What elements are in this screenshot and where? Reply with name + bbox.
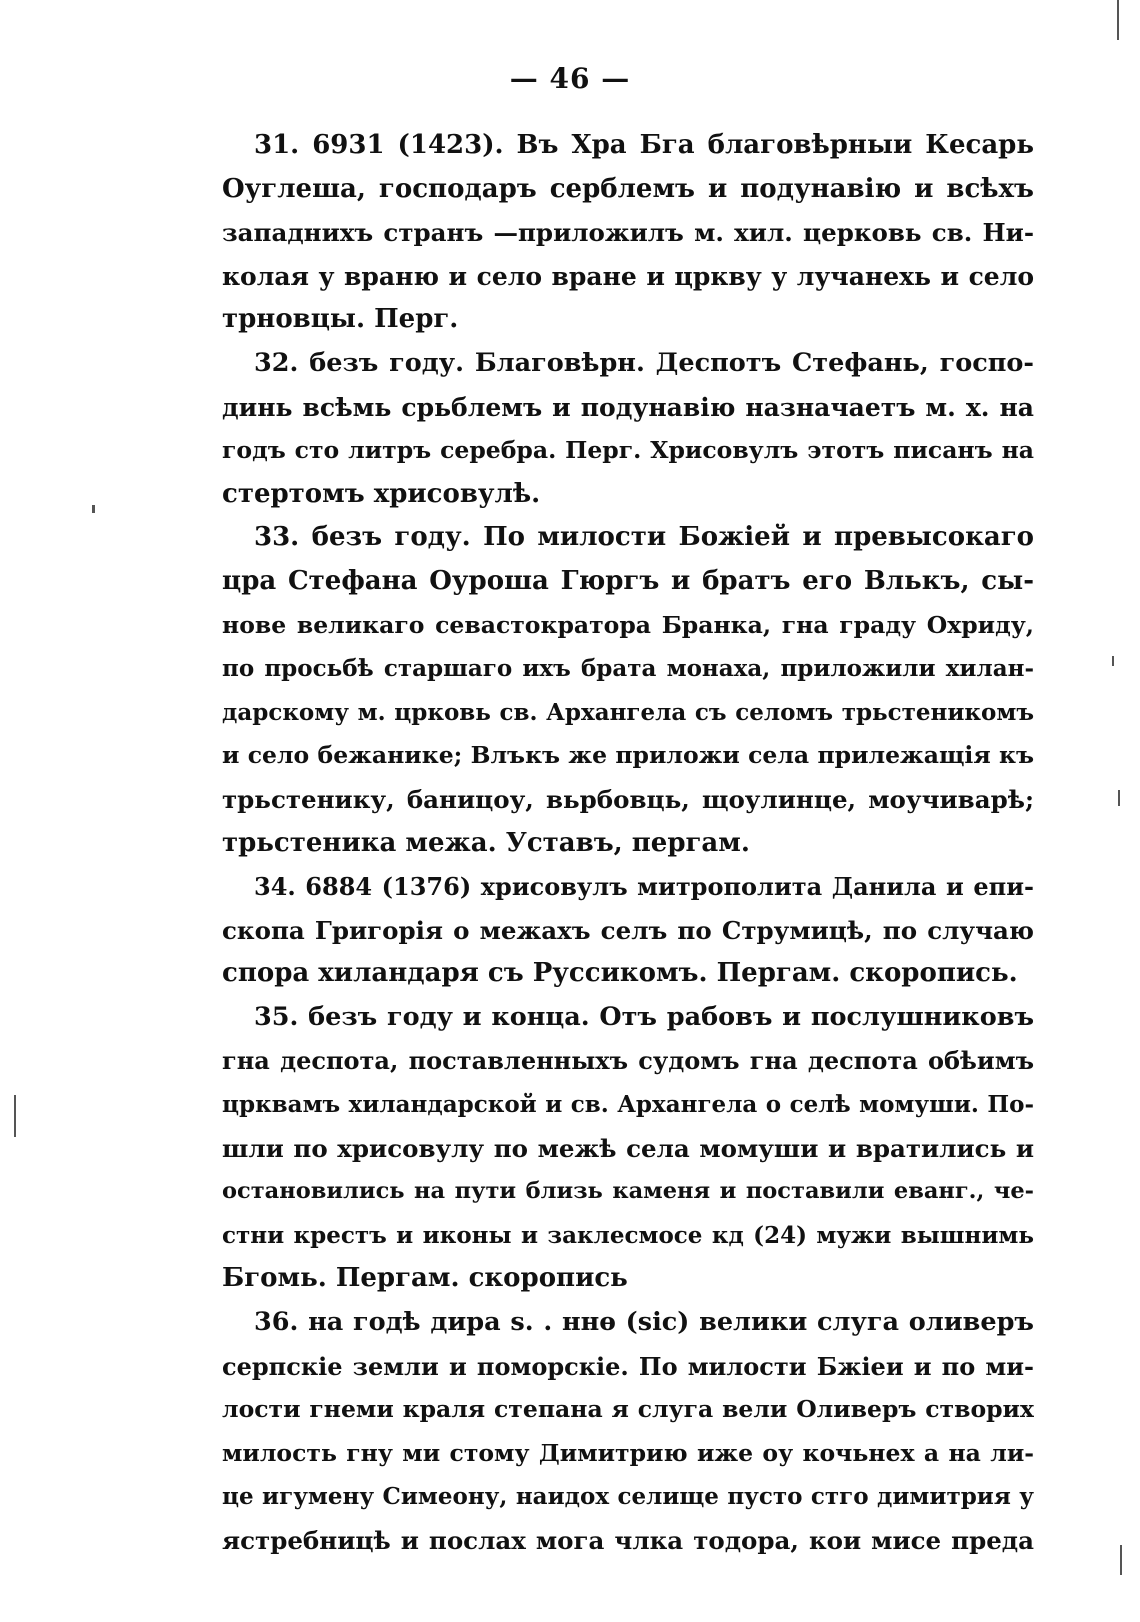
text-line: Оуглеша, господаръ серблемъ и подунавію и всѣхъ bbox=[222, 173, 1034, 204]
scan-mark bbox=[1118, 790, 1120, 806]
page-number: — 46 — bbox=[509, 62, 631, 95]
scan-mark bbox=[92, 505, 95, 513]
text-line: колая у враню и село вране и цркву у лучанехь и село bbox=[222, 261, 1034, 291]
scan-mark bbox=[1112, 656, 1114, 666]
text-line: спора хиландаря съ Руссикомъ. Пергам. скоропись. bbox=[222, 958, 1018, 989]
scan-mark bbox=[14, 1095, 16, 1137]
entry-33 bbox=[222, 516, 1034, 865]
text-line: гна деспота, поставленныхъ судомъ гна деспота обѣимъ bbox=[222, 1046, 1034, 1076]
text-line: милость гну ми стому Димитрию иже оу кочьнех а на ли- bbox=[222, 1438, 1034, 1467]
text-line: серпскіе земли и поморскіе. По милости Бжіеи и по ми- bbox=[222, 1351, 1034, 1381]
scan-mark bbox=[1117, 0, 1119, 40]
text-line: Бгомь. Пергам. скоропись bbox=[222, 1263, 628, 1294]
scan-mark bbox=[1120, 1545, 1122, 1575]
entry-32 bbox=[222, 342, 1034, 516]
text-line: 35. безъ году и конца. Отъ рабовъ и послушниковъ bbox=[254, 1001, 1034, 1032]
text-line: скопа Григорія о межахъ селъ по Струмицѣ, по случаю bbox=[222, 915, 1034, 945]
text-line: нове великаго севастократора Бранка, гна граду Охриду, bbox=[222, 610, 1034, 639]
text-line: по просьбѣ старшаго ихъ брата монаха, приложили хилан- bbox=[222, 655, 1034, 683]
document-body bbox=[222, 124, 1034, 1563]
text-line: лости гнеми краля степана я слуга вели Оливеръ створих bbox=[222, 1395, 1034, 1424]
text-line: остановились на пути близь каменя и поставили еванг., че- bbox=[222, 1178, 1034, 1205]
entry-31 bbox=[222, 124, 1034, 342]
text-line: 33. безъ году. По милости Божіей и превысокаго bbox=[254, 522, 1034, 553]
text-line: трновцы. Перг. bbox=[222, 304, 459, 335]
entry-35 bbox=[222, 996, 1034, 1301]
entry-34 bbox=[222, 865, 1034, 996]
text-line: стни крестъ и иконы и заклесмосе кд (24) мужи вышнимь bbox=[222, 1221, 1034, 1249]
text-line: це игумену Симеону, наидох селище пусто стго димитрия у bbox=[222, 1483, 1034, 1511]
text-line: ястребницѣ и послах мога члка тодора, кои мисе преда bbox=[222, 1526, 1034, 1555]
text-line: стертомъ хрисовулѣ. bbox=[222, 478, 541, 509]
text-line: годъ сто литръ серебра. Перг. Хрисовулъ этотъ писанъ на bbox=[222, 436, 1034, 465]
text-line: цра Стефана Оуроша Гюргъ и братъ его Влькъ, сы- bbox=[222, 565, 1034, 596]
text-line: трьстеника межа. Уставъ, пергам. bbox=[222, 827, 750, 858]
text-line: динь всѣмь срьблемъ и подунавію назначаетъ м. х. на bbox=[222, 392, 1034, 422]
text-line: трьстенику, баницоу, вьрбовць, щоулинце, моучиварѣ; bbox=[222, 784, 1034, 814]
text-line: шли по хрисовулу по межѣ села момуши и вратились и bbox=[222, 1133, 1034, 1163]
text-line: 36. на годѣ дира ѕ. . ннѳ (sic) велики слуга оливеръ bbox=[254, 1307, 1034, 1338]
text-line: и село бежанике; Влъкъ же приложи села прилежащія къ bbox=[222, 741, 1034, 770]
text-line: црквамъ хиландарской и св. Архангела о селѣ момуши. По- bbox=[222, 1091, 1034, 1119]
text-line: западнихъ странъ —приложилъ м. хил. церковь св. Ни- bbox=[222, 218, 1034, 248]
entry-36 bbox=[222, 1301, 1034, 1563]
text-line: 31. 6931 (1423). Въ Хра Бга благовѣрныи Кесарь bbox=[254, 130, 1034, 160]
text-line: 34. 6884 (1376) хрисовулъ митрополита Данила и епи- bbox=[254, 872, 1034, 902]
text-line: дарскому м. црковь св. Архангела съ селомъ трьстеникомъ bbox=[222, 698, 1034, 726]
text-line: 32. безъ году. Благовѣрн. Деспотъ Стефань, госпо- bbox=[254, 347, 1034, 378]
